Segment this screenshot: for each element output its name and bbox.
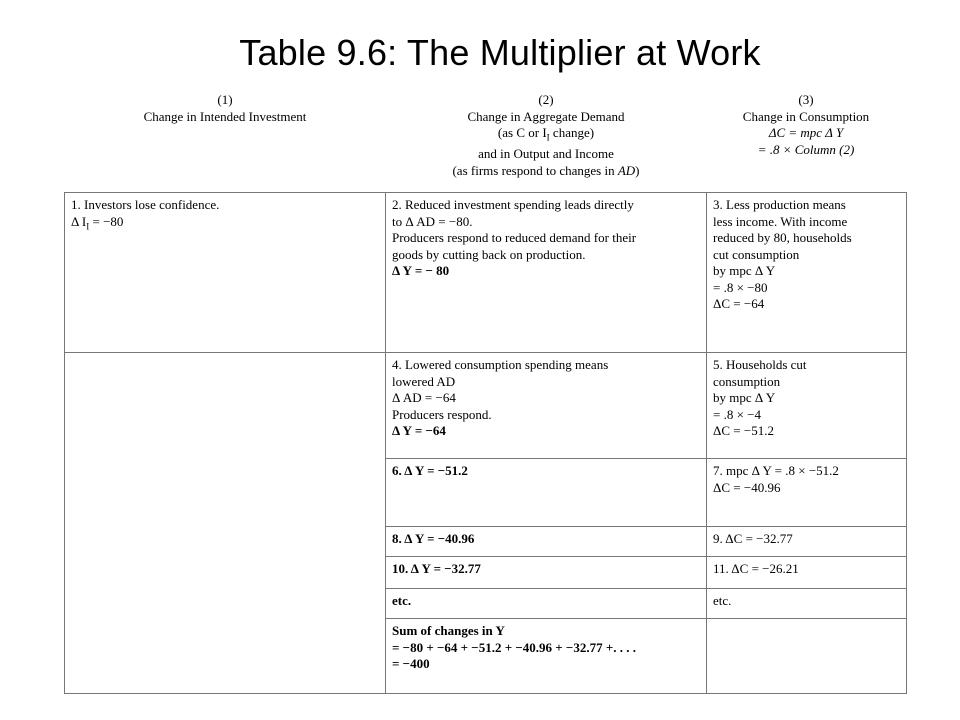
table-cell: etc. bbox=[386, 589, 707, 619]
table-cell: 8. Δ Y = −40.96 bbox=[386, 527, 707, 557]
column-label-line: and in Output and Income bbox=[478, 146, 614, 162]
table-cell: 6. Δ Y = −51.2 bbox=[386, 459, 707, 527]
table-cell: 1. Investors lose confidence. Δ $I_I = -80$ bbox=[65, 193, 386, 353]
column-number: (2) bbox=[538, 92, 554, 107]
multiplier-table bbox=[64, 192, 907, 694]
table-cell-empty bbox=[65, 353, 386, 694]
page-title: Table 9.6: The Multiplier at Work bbox=[239, 32, 761, 73]
table-cell-empty bbox=[707, 619, 907, 694]
column-number: (3) bbox=[798, 92, 814, 107]
table-cell: Sum of changes in Y = −80 + −64 + −51.2 + −40.96 + −32.77 +. . . . = −400 bbox=[386, 619, 707, 694]
table-cell: 9. ΔC = −32.77 bbox=[707, 527, 907, 557]
column-number: (1) bbox=[217, 92, 233, 107]
column-label: Change in Intended Investment bbox=[143, 108, 307, 124]
table-cell: 11. ΔC = −26.21 bbox=[707, 557, 907, 589]
table-cell: 5. Households cut consumption by mpc Δ Y = .8 × −4 ΔC = −51.2 bbox=[707, 353, 907, 459]
table-cell: etc. bbox=[707, 589, 907, 619]
column-header-3 bbox=[706, 92, 906, 158]
column-formula: ΔC = mpc Δ Y bbox=[768, 125, 844, 140]
column-label: Change in Consumption bbox=[742, 108, 870, 124]
column-header-1 bbox=[64, 92, 386, 125]
table-cell: 2. Reduced investment spending leads directly to Δ AD = −80. Producers respond to reduced demand for their goods by cutting back on production. Δ Y = − 80 bbox=[386, 193, 707, 353]
table-row bbox=[65, 193, 907, 353]
column-label: Change in Aggregate Demand bbox=[467, 108, 625, 124]
column-header-2 bbox=[385, 92, 707, 179]
table-cell: 7. mpc Δ Y = .8 × −51.2 ΔC = −40.96 bbox=[707, 459, 907, 527]
column-label-line: (as C or $I_I$ change) bbox=[497, 125, 595, 143]
column-label-line: (as firms respond to changes in AD) bbox=[452, 162, 640, 178]
table-cell: 3. Less production means less income. With income reduced by 80, households cut consumption by mpc Δ Y = .8 × −80 ΔC = −64 bbox=[707, 193, 907, 353]
table-cell: 4. Lowered consumption spending means lowered AD Δ AD = −64 Producers respond. Δ Y = −64 bbox=[386, 353, 707, 459]
column-formula: = .8 × Column (2) bbox=[757, 141, 855, 157]
table-row bbox=[65, 353, 907, 459]
table-cell: 10. Δ Y = −32.77 bbox=[386, 557, 707, 589]
